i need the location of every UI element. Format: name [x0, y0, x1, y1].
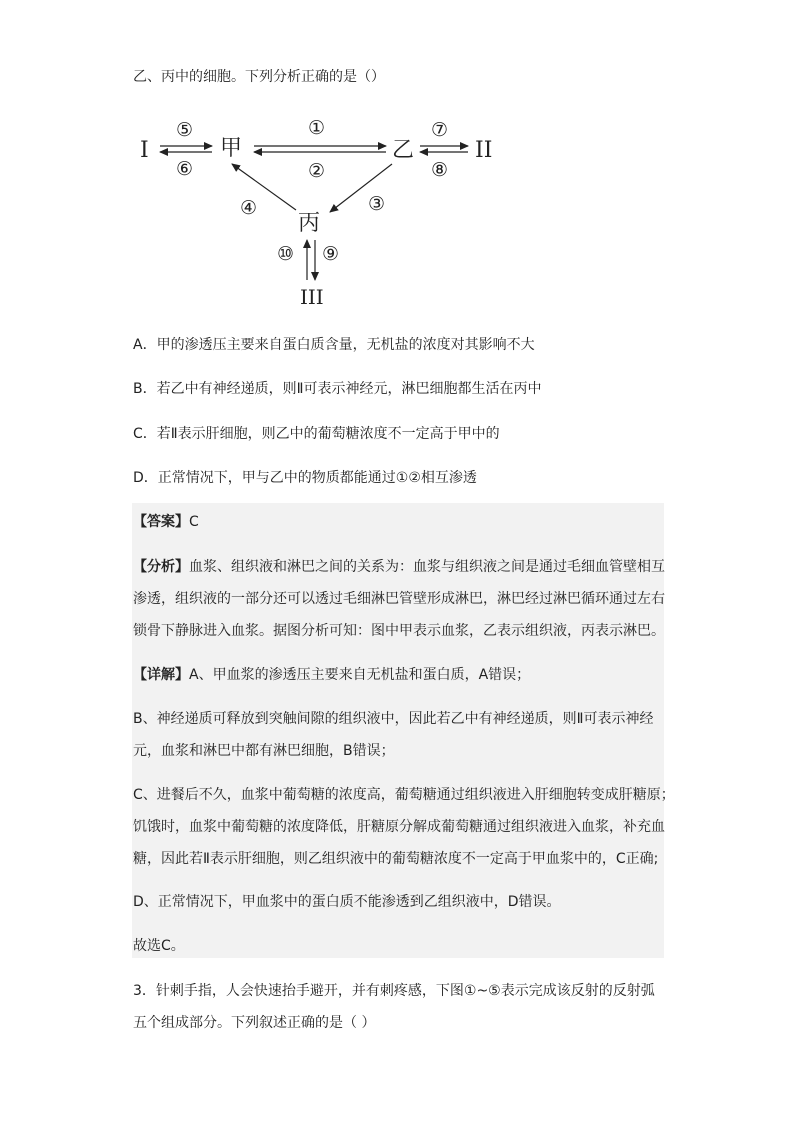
answer-tag: 【答案】 — [133, 514, 189, 530]
conclusion: 故选C。 — [133, 938, 185, 954]
label-arrow-2: ② — [308, 160, 326, 182]
detail-line-d: D、正常情况下，甲血浆中的蛋白质不能渗透到乙组织液中，D错误。 — [133, 894, 561, 910]
node-bing: 丙 — [298, 211, 321, 236]
detail-line-a — [133, 664, 530, 684]
question-3-line-2: 五个组成部分。下列叙述正确的是（ ） — [133, 1015, 376, 1031]
node-roman-3: III — [300, 285, 324, 309]
node-jia: 甲 — [220, 136, 243, 161]
analysis-line-1 — [133, 556, 665, 576]
node-roman-1: I — [140, 138, 149, 163]
detail-line-c3: 糖，因此若Ⅱ表示肝细胞，则乙组织液中的葡萄糖浓度不一定高于甲血浆中的，C正确; — [133, 851, 659, 867]
detail-line-c2: 饥饿时，血浆中葡萄糖的浓度降低，肝糖原分解成葡萄糖通过组织液进入血浆，补充血 — [133, 819, 665, 835]
node-roman-2: II — [475, 138, 493, 163]
detail-text-a: A、甲血浆的渗透压主要来自无机盐和蛋白质，A错误； — [189, 667, 531, 683]
label-arrow-3: ③ — [368, 193, 386, 215]
label-arrow-8: ⑧ — [431, 159, 449, 181]
detail-line-b1: B、神经递质可释放到突触间隙的组织液中，因此若乙中有神经递质，则Ⅱ可表示神经 — [133, 711, 654, 727]
detail-line-c1: C、进餐后不久，血浆中葡萄糖的浓度高，葡萄糖通过组织液进入肝细胞转变成肝糖原； — [133, 787, 675, 803]
detail-line-b2: 元，血浆和淋巴中都有淋巴细胞，B错误； — [133, 743, 395, 759]
detail-tag: 【详解】 — [133, 667, 189, 683]
answer-value: C — [189, 514, 199, 530]
label-arrow-6: ⑥ — [176, 158, 194, 180]
analysis-tag: 【分析】 — [133, 559, 189, 575]
body-fluid-diagram — [130, 112, 530, 312]
label-arrow-7: ⑦ — [431, 119, 449, 141]
option-a: A．甲的渗透压主要来自蛋白质含量，无机盐的浓度对其影响不大 — [133, 337, 535, 353]
node-yi: 乙 — [392, 138, 415, 163]
option-d: D．正常情况下，甲与乙中的物质都能通过①②相互渗透 — [133, 470, 477, 486]
label-arrow-10: ⑩ — [277, 243, 295, 265]
question-3-line-1: 3．针刺手指，人会快速抬手避开，并有刺疼感，下图①~⑤表示完成该反射的反射弧 — [133, 983, 655, 999]
answer-line — [133, 511, 199, 531]
analysis-line-2: 渗透，组织液的一部分还可以透过毛细淋巴管壁形成淋巴，淋巴经过淋巴循环通过左右 — [133, 591, 665, 607]
analysis-line-3: 锁骨下静脉进入血浆。据图分析可知：图中甲表示血浆，乙表示组织液，丙表示淋巴。 — [133, 623, 665, 639]
label-arrow-4: ④ — [240, 197, 258, 219]
option-c: C．若Ⅱ表示肝细胞，则乙中的葡萄糖浓度不一定高于甲中的 — [133, 426, 500, 442]
label-arrow-5: ⑤ — [176, 119, 194, 141]
question-intro: 乙、丙中的细胞。下列分析正确的是（） — [133, 69, 385, 85]
label-arrow-9: ⑨ — [322, 243, 340, 265]
option-b: B．若乙中有神经递质，则Ⅱ可表示神经元，淋巴细胞都生活在丙中 — [133, 381, 542, 397]
label-arrow-1: ① — [308, 117, 326, 139]
analysis-text-1: 血浆、组织液和淋巴之间的关系为：血浆与组织液之间是通过毛细血管壁相互 — [189, 559, 665, 575]
